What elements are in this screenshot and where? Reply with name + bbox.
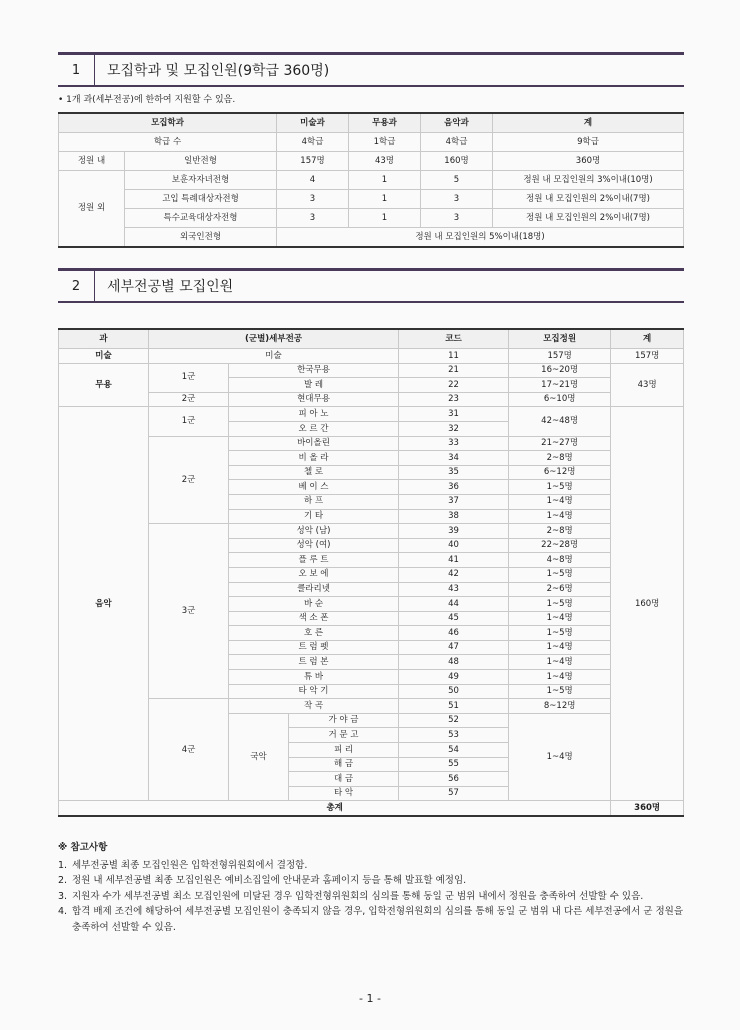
row-label: 고입 특례대상자전형 xyxy=(125,190,277,209)
dept-cell: 무용 xyxy=(59,363,149,407)
quota-cell: 22~28명 xyxy=(509,538,611,553)
table-row xyxy=(59,407,684,422)
cell: 정원 내 모집인원의 2%이내(7명) xyxy=(493,209,684,228)
row-label: 보훈자자녀전형 xyxy=(125,171,277,190)
quota-cell: 17~21명 xyxy=(509,378,611,393)
table-row xyxy=(59,524,684,539)
cell: 5 xyxy=(421,171,493,190)
cell: 9학급 xyxy=(493,133,684,152)
code-cell: 11 xyxy=(399,349,509,364)
code-cell: 49 xyxy=(399,670,509,685)
major-cell: 오 보 에 xyxy=(229,567,399,582)
total-cell: 157명 xyxy=(611,349,684,364)
cell: 43명 xyxy=(349,152,421,171)
major-cell: 하 프 xyxy=(229,494,399,509)
cell: 3 xyxy=(277,190,349,209)
group-label: 정원 내 xyxy=(59,152,125,171)
major-cell: 오 르 간 xyxy=(229,421,399,436)
cell: 4학급 xyxy=(421,133,493,152)
gukak-cell: 국악 xyxy=(229,713,289,801)
section-1-header xyxy=(58,52,684,87)
major-cell: 타 악 기 xyxy=(229,684,399,699)
table-row xyxy=(59,699,684,714)
major-cell: 피 아 노 xyxy=(229,407,399,422)
code-cell: 40 xyxy=(399,538,509,553)
reference-item xyxy=(58,889,688,905)
total-cell: 43명 xyxy=(611,363,684,407)
major-cell: 발 레 xyxy=(229,378,399,393)
item-text: 세부전공별 최종 모집인원은 입학전형위원회에서 결정함. xyxy=(72,859,308,871)
code-cell: 36 xyxy=(399,480,509,495)
cell: 4 xyxy=(277,171,349,190)
header-cell: 음악과 xyxy=(421,113,493,133)
reference-item xyxy=(58,873,688,889)
quota-cell: 1~5명 xyxy=(509,567,611,582)
cell: 1 xyxy=(349,209,421,228)
quota-cell: 8~12명 xyxy=(509,699,611,714)
reference-notes xyxy=(58,840,688,935)
major-cell: 타 악 xyxy=(289,786,399,801)
header-cell: 계 xyxy=(611,329,684,349)
quota-cell: 1~5명 xyxy=(509,597,611,612)
cell: 정원 내 모집인원의 5%이내(18명) xyxy=(277,228,684,248)
group-label: 정원 외 xyxy=(59,171,125,248)
reference-item xyxy=(58,858,688,874)
quota-cell: 1~5명 xyxy=(509,626,611,641)
code-cell: 33 xyxy=(399,436,509,451)
dept-cell: 미술 xyxy=(59,349,149,364)
quota-cell: 1~4명 xyxy=(509,494,611,509)
total-value: 360명 xyxy=(611,801,684,816)
note-text: • 1개 과(세부전공)에 한하여 지원할 수 있음. xyxy=(58,95,236,105)
quota-cell: 1~4명 xyxy=(509,655,611,670)
section-number: 2 xyxy=(58,271,95,301)
cell: 정원 내 모집인원의 2%이내(7명) xyxy=(493,190,684,209)
major-cell: 플 루 트 xyxy=(229,553,399,568)
cell: 1 xyxy=(349,190,421,209)
code-cell: 50 xyxy=(399,684,509,699)
group-cell: 1군 xyxy=(149,407,229,436)
quota-cell: 157명 xyxy=(509,349,611,364)
code-cell: 52 xyxy=(399,713,509,728)
section-title: 모집학과 및 모집인원(9학급 360명) xyxy=(107,63,330,79)
total-label: 총계 xyxy=(59,801,611,816)
cell: 1학급 xyxy=(349,133,421,152)
table-row xyxy=(59,392,684,407)
reference-item xyxy=(58,904,688,935)
item-number: 1. xyxy=(58,859,68,871)
code-cell: 46 xyxy=(399,626,509,641)
code-cell: 32 xyxy=(399,421,509,436)
table-row xyxy=(59,133,684,152)
code-cell: 23 xyxy=(399,392,509,407)
quota-cell: 1~4명 xyxy=(509,713,611,801)
table-row xyxy=(59,363,684,378)
table-row xyxy=(59,171,684,190)
code-cell: 21 xyxy=(399,363,509,378)
dept-cell: 음악 xyxy=(59,407,149,801)
code-cell: 45 xyxy=(399,611,509,626)
major-cell: 거 문 고 xyxy=(289,728,399,743)
section-title: 세부전공별 모집인원 xyxy=(107,279,234,295)
major-cell: 미술 xyxy=(149,349,399,364)
major-cell: 현대무용 xyxy=(229,392,399,407)
major-cell: 성악 (남) xyxy=(229,524,399,539)
table-row xyxy=(59,152,684,171)
major-cell: 클라리넷 xyxy=(229,582,399,597)
quota-cell: 1~4명 xyxy=(509,509,611,524)
table-row xyxy=(59,349,684,364)
item-number: 2. xyxy=(58,875,68,886)
code-cell: 54 xyxy=(399,743,509,758)
quota-cell: 1~4명 xyxy=(509,611,611,626)
code-cell: 57 xyxy=(399,786,509,801)
table-row xyxy=(59,190,684,209)
code-cell: 35 xyxy=(399,465,509,480)
code-cell: 47 xyxy=(399,640,509,655)
major-cell: 튜 바 xyxy=(229,670,399,685)
header-cell: 모집정원 xyxy=(509,329,611,349)
total-cell: 160명 xyxy=(611,407,684,801)
major-cell: 호 른 xyxy=(229,626,399,641)
major-cell: 작 곡 xyxy=(229,699,399,714)
cell: 정원 내 모집인원의 3%이내(10명) xyxy=(493,171,684,190)
code-cell: 43 xyxy=(399,582,509,597)
quota-cell: 1~5명 xyxy=(509,684,611,699)
quota-cell: 1~4명 xyxy=(509,670,611,685)
group-cell: 3군 xyxy=(149,524,229,699)
major-cell: 피 리 xyxy=(289,743,399,758)
code-cell: 41 xyxy=(399,553,509,568)
header-cell: 무용과 xyxy=(349,113,421,133)
quota-cell: 1~5명 xyxy=(509,480,611,495)
group-cell: 1군 xyxy=(149,363,229,392)
header-cell: (군별)세부전공 xyxy=(149,329,399,349)
row-label: 외국인전형 xyxy=(125,228,277,248)
table-header-row xyxy=(59,329,684,349)
code-cell: 44 xyxy=(399,597,509,612)
code-cell: 48 xyxy=(399,655,509,670)
header-cell: 미술과 xyxy=(277,113,349,133)
quota-cell: 1~4명 xyxy=(509,640,611,655)
header-cell: 계 xyxy=(493,113,684,133)
code-cell: 39 xyxy=(399,524,509,539)
row-label: 일반전형 xyxy=(125,152,277,171)
cell: 3 xyxy=(277,209,349,228)
major-cell: 한국무용 xyxy=(229,363,399,378)
row-label: 특수교육대상자전형 xyxy=(125,209,277,228)
quota-cell: 16~20명 xyxy=(509,363,611,378)
quota-cell: 2~8명 xyxy=(509,451,611,466)
quota-cell: 42~48명 xyxy=(509,407,611,436)
cell: 160명 xyxy=(421,152,493,171)
cell: 157명 xyxy=(277,152,349,171)
table-header-row xyxy=(59,113,684,133)
major-cell: 성악 (여) xyxy=(229,538,399,553)
major-cell: 베 이 스 xyxy=(229,480,399,495)
section-2-header xyxy=(58,268,684,303)
code-cell: 34 xyxy=(399,451,509,466)
code-cell: 38 xyxy=(399,509,509,524)
code-cell: 31 xyxy=(399,407,509,422)
header-cell: 코드 xyxy=(399,329,509,349)
quota-cell: 6~10명 xyxy=(509,392,611,407)
major-cell: 트 럼 본 xyxy=(229,655,399,670)
cell: 3 xyxy=(421,190,493,209)
code-cell: 53 xyxy=(399,728,509,743)
reference-title: ※ 참고사항 xyxy=(58,842,108,853)
quota-cell: 2~6명 xyxy=(509,582,611,597)
quota-cell: 2~8명 xyxy=(509,524,611,539)
major-cell: 기 타 xyxy=(229,509,399,524)
item-text: 정원 내 세부전공별 최종 모집인원은 예비소집일에 안내문과 홈페이지 등을 통해 발표할 예정임. xyxy=(72,875,467,886)
code-cell: 56 xyxy=(399,772,509,787)
admission-table xyxy=(58,112,684,248)
cell: 4학급 xyxy=(277,133,349,152)
table-row xyxy=(59,228,684,248)
code-cell: 55 xyxy=(399,757,509,772)
major-quota-table xyxy=(58,328,684,817)
quota-cell: 6~12명 xyxy=(509,465,611,480)
code-cell: 22 xyxy=(399,378,509,393)
major-cell: 첼 로 xyxy=(229,465,399,480)
major-cell: 바이올린 xyxy=(229,436,399,451)
item-number: 4. xyxy=(58,906,68,917)
group-cell: 2군 xyxy=(149,436,229,524)
major-cell: 트 럼 펫 xyxy=(229,640,399,655)
cell: 360명 xyxy=(493,152,684,171)
quota-cell: 4~8명 xyxy=(509,553,611,568)
header-cell: 모집학과 xyxy=(59,113,277,133)
code-cell: 37 xyxy=(399,494,509,509)
code-cell: 42 xyxy=(399,567,509,582)
code-cell: 51 xyxy=(399,699,509,714)
section-number: 1 xyxy=(58,55,95,85)
item-number: 3. xyxy=(58,890,68,902)
total-row xyxy=(59,801,684,816)
item-text: 합격 배제 조건에 해당하여 세부전공별 모집인원이 충족되지 않을 경우, 입학전형위원회의 심의를 통해 동일 군 범위 내 다른 세부전공에서 군 정원을 충족하여 선발할 수 있음. xyxy=(72,906,684,933)
major-cell: 가 야 금 xyxy=(289,713,399,728)
page-number: - 1 - xyxy=(359,992,381,1005)
major-cell: 비 올 라 xyxy=(229,451,399,466)
group-cell: 2군 xyxy=(149,392,229,407)
major-cell: 대 금 xyxy=(289,772,399,787)
major-cell: 색 소 폰 xyxy=(229,611,399,626)
cell: 3 xyxy=(421,209,493,228)
major-cell: 해 금 xyxy=(289,757,399,772)
item-text: 지원자 수가 세부전공별 최소 모집인원에 미달된 경우 입학전형위원회의 심의를 통해 동일 군 범위 내에서 정원을 충족하여 선발할 수 있음. xyxy=(72,890,644,902)
table-row xyxy=(59,209,684,228)
major-cell: 바 순 xyxy=(229,597,399,612)
quota-cell: 21~27명 xyxy=(509,436,611,451)
table-row xyxy=(59,436,684,451)
group-cell: 4군 xyxy=(149,699,229,801)
cell: 1 xyxy=(349,171,421,190)
header-cell: 과 xyxy=(59,329,149,349)
row-label: 학급 수 xyxy=(59,133,277,152)
